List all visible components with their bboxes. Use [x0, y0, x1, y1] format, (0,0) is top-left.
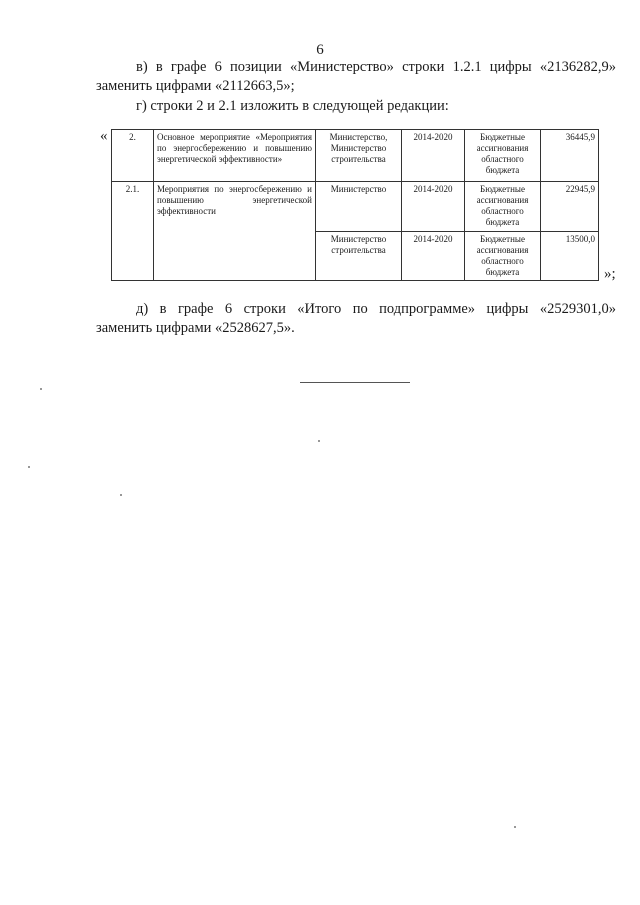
- amount: 36445,9: [541, 130, 599, 182]
- scan-speck: [318, 440, 320, 442]
- page-number: 6: [316, 42, 324, 58]
- row-number: 2.: [112, 130, 154, 182]
- scan-speck: [28, 466, 30, 468]
- period: 2014-2020: [402, 232, 465, 281]
- scan-speck: [40, 388, 42, 390]
- period: 2014-2020: [402, 182, 465, 232]
- amount: 13500,0: [541, 232, 599, 281]
- funding-source: Бюджетные ассигнования областного бюджета: [465, 232, 541, 281]
- amount: 22945,9: [541, 182, 599, 232]
- funding-source: Бюджетные ассигнования областного бюджета: [465, 130, 541, 182]
- paragraph-d-line-2: заменить цифрами «2528627,5».: [96, 320, 295, 336]
- activity-name: Мероприятия по энергосбережению и повышению энергетической эффективности: [154, 182, 316, 281]
- separator-rule: [300, 382, 410, 383]
- executor: Министерство: [316, 182, 402, 232]
- executor: Министерство, Министерство строительства: [316, 130, 402, 182]
- scan-speck: [120, 494, 122, 496]
- funding-source: Бюджетные ассигнования областного бюджета: [465, 182, 541, 232]
- paragraph-g: [136, 97, 616, 116]
- executor: Министерство строительства: [316, 232, 402, 281]
- table-row: [112, 130, 599, 182]
- paragraph-v: [96, 58, 616, 96]
- period: 2014-2020: [402, 130, 465, 182]
- table-row: [112, 182, 599, 232]
- opening-quote: «: [100, 128, 108, 144]
- paragraph-v-line-1: в) в графе 6 позиции «Министерство» строки 1.2.1 цифры «2136282,9»: [136, 59, 616, 75]
- budget-table: [111, 129, 599, 281]
- paragraph-g-line-1: г) строки 2 и 2.1 изложить в следующей редакции:: [136, 98, 449, 114]
- paragraph-d-line-1: д) в графе 6 строки «Итого по подпрограмме» цифры «2529301,0»: [136, 301, 616, 317]
- scan-speck: [514, 826, 516, 828]
- row-number: 2.1.: [112, 182, 154, 281]
- paragraph-d: [96, 300, 616, 338]
- paragraph-v-line-2: заменить цифрами «2112663,5»;: [96, 78, 295, 94]
- activity-name: Основное мероприятие «Мероприятия по энергосбережению и повышению энергетической эффективности»: [154, 130, 316, 182]
- closing-quote: »;: [604, 266, 616, 282]
